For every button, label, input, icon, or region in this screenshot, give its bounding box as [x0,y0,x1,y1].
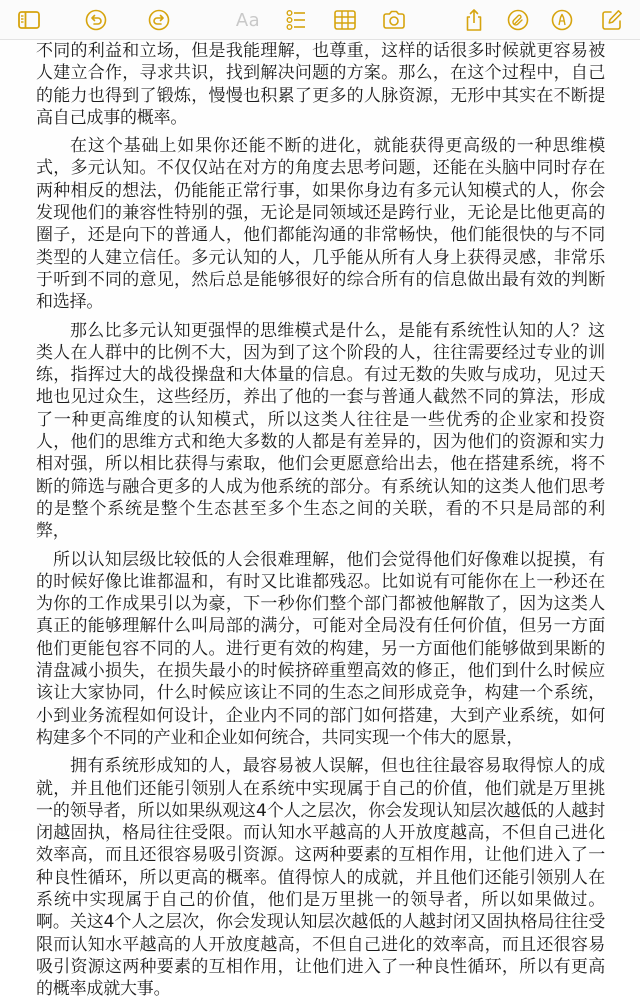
undo-icon[interactable] [84,8,108,32]
note-paragraph: 在这个基础上如果你还能不断的进化，就能获得更高级的一种思维模式，多元认知。不仅仅站在对方的角度去思考问题，还能在头脑中同时存在两种相反的想法，仍能能正常行事，如果你身边有多元认知模式的人，你会发现他们的兼容性特别的强，无论是同领域还是跨行业，无论是比他更高的圈子，还是向下的普通人，他们都能沟通的非常畅快，他们能很快的与不同类型的人建立信任。多元认知的人，几乎能从所有人身上获得灵感，非常乐于听到不同的意见，然后总是能够很好的综合所有的信息做出最有效的判断和选择。 [36,136,605,313]
note-paragraph: 那么比多元认知更强悍的思维模式是什么，是能有系统性认知的人？这类人在人群中的比例不大，因为到了这个阶段的人，往往需要经过专业的训练，指挥过大的战役操盘和大体量的信息。有过无数的失败与成功，见过天地也见过众生，这些经历，养出了他的一套与普通人截然不同的算法，形成了一种更高维度的认知模式，所以这类人往往是一些优秀的企业家和投资人，他们的思维方式和绝大多数的人都是有差异的，因为他们的资源和实力相对强，所以相比获得与索取，他们会更愿意给出去，他在搭建系统，将不断的筛选与融合更多的人成为他系统的部分。有系统认知的这类人他们思考的是整个系统是整个生态甚至多个生态之间的关联，看的不只是局部的利弊， [36,320,605,542]
notes-toolbar [0,0,640,40]
format-label: Aa [235,9,261,31]
compose-icon[interactable] [600,8,624,32]
table-icon[interactable] [333,8,357,32]
sidebar-icon[interactable] [17,8,41,32]
format-button[interactable] [233,8,263,32]
camera-icon[interactable] [382,8,406,32]
note-paragraph: 不同的利益和立场，但是我能理解，也尊重，这样的话很多时候就更容易被人建立合作，寻求共识，找到解决问题的方案。那么，在这个过程中，自己的能力也得到了锻炼，慢慢也积累了更多的人脉资源，无形中其实在不断提高自己成事的概率。 [36,41,605,128]
checklist-icon[interactable] [284,8,308,32]
redo-icon[interactable] [147,8,171,32]
note-paragraph: 所以认知层级比较低的人会很难理解，他们会觉得他们好像难以捉摸，有的时候好像比谁都温和，有时又比谁都残忍。比如说有可能你在上一秒还在为你的工作成果引以为豪，下一秒你们整个部门都被他解散了，因为这类人真正的能够理解什么叫局部的满分，可能对全局没有任何价值，但另一方面他们更能包容不同的人。进行更有效的构建，另一方面他们能够做到果断的清盘减小损失，在损失最小的时候挤碎重塑高效的修正，他们到什么时候应该让大家协同，什么时候应该让不同的生态之间形成竞争，构建一个系统，小到业务流程如何设计，企业内不同的部门如何搭建，大到产业系统，如何构建多个不同的产业和企业如何统合，共同实现一个伟大的愿景， [36,549,605,748]
attachment-icon[interactable] [506,8,530,32]
markup-pen-icon[interactable] [550,8,574,32]
note-paragraph: 拥有系统形成知的人，最容易被人误解，但也往往最容易取得惊人的成就，并且他们还能引领别人在系统中实现属于自己的价值，他们就是万里挑一的领导者，所以如果纵观这4个人之层次，你会发现认知层次越低的人越封闭越固执，格局往往受限。而认知水平越高的人开放度越高，不但自己进化效率高，而且还很容易吸引资源。这两种要素的互相作用，让他们进入了一种良性循环，所以更高的概率。值得惊人的成就，并且他们还能引领别人在系统中实现属于自己的价值，他们是万里挑一的领导者，所以如果做过。啊。关这4个人之层次，你会发现认知层次越低的人越封闭又固执格局往往受限而认知水平越高的人开放度越高，不但自己进化的效率高，而且还很容易吸引资源这两种要素的互相作用，让他们进入了一种良性循环，所以有更高的概率成就大事。 [36,756,605,1000]
note-body[interactable] [0,40,640,1000]
share-icon[interactable] [462,8,486,32]
